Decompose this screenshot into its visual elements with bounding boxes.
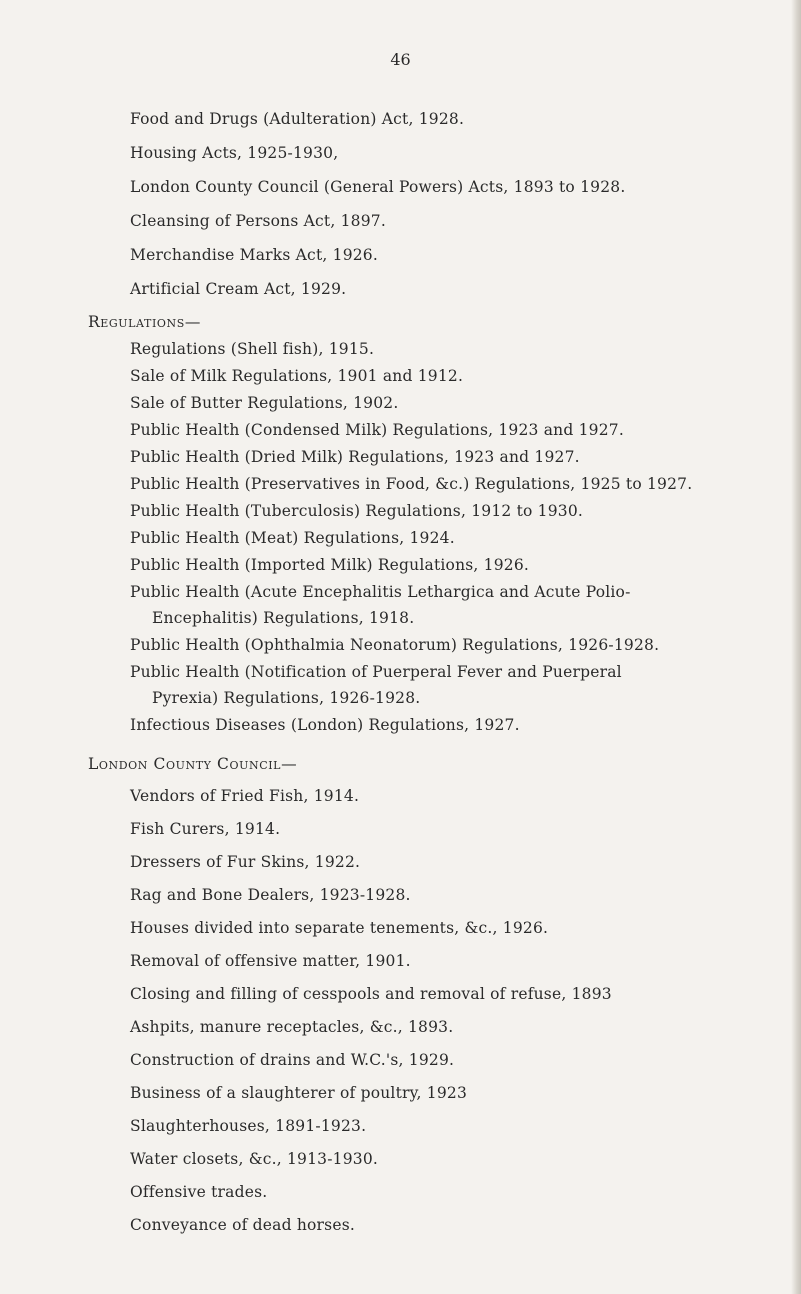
regulation-item: Sale of Butter Regulations, 1902.	[130, 394, 399, 412]
lcc-item: Water closets, &c., 1913-1930.	[130, 1150, 379, 1168]
regulation-item: Public Health (Acute Encephalitis Lethargica and Acute Polio-	[130, 583, 631, 601]
lcc-item: Ashpits, manure receptacles, &c., 1893.	[130, 1018, 454, 1036]
regulation-item: Public Health (Imported Milk) Regulations, 1926.	[130, 556, 530, 574]
page-number: 46	[390, 50, 411, 69]
regulation-item-continuation: Encephalitis) Regulations, 1918.	[152, 609, 415, 627]
page-edge-shadow	[791, 0, 801, 1294]
lcc-heading: London County Council—	[88, 755, 298, 773]
regulation-item: Public Health (Dried Milk) Regulations, 1923 and 1927.	[130, 448, 580, 466]
act-item: Housing Acts, 1925-1930,	[130, 144, 339, 162]
lcc-item: Offensive trades.	[130, 1183, 268, 1201]
lcc-item: Removal of offensive matter, 1901.	[130, 952, 411, 970]
regulation-item: Public Health (Ophthalmia Neonatorum) Regulations, 1926-1928.	[130, 636, 660, 654]
act-item: Food and Drugs (Adulteration) Act, 1928.	[130, 110, 465, 128]
regulation-item: Public Health (Meat) Regulations, 1924.	[130, 529, 455, 547]
lcc-item: Slaughterhouses, 1891-1923.	[130, 1117, 367, 1135]
act-item: London County Council (General Powers) Acts, 1893 to 1928.	[130, 178, 626, 196]
lcc-item: Conveyance of dead horses.	[130, 1216, 355, 1234]
lcc-item: Closing and filling of cesspools and removal of refuse, 1893	[130, 985, 612, 1003]
lcc-item: Fish Curers, 1914.	[130, 820, 281, 838]
regulation-item: Regulations (Shell fish), 1915.	[130, 340, 375, 358]
lcc-item: Construction of drains and W.C.'s, 1929.	[130, 1051, 455, 1069]
regulation-item: Public Health (Notification of Puerperal Fever and Puerperal	[130, 663, 622, 681]
lcc-item: Vendors of Fried Fish, 1914.	[130, 787, 360, 805]
regulations-heading: Regulations—	[88, 313, 201, 331]
act-item: Merchandise Marks Act, 1926.	[130, 246, 378, 264]
lcc-item: Business of a slaughterer of poultry, 1923	[130, 1084, 468, 1102]
regulation-item: Infectious Diseases (London) Regulations, 1927.	[130, 716, 520, 734]
regulation-item: Public Health (Preservatives in Food, &c.) Regulations, 1925 to 1927.	[130, 475, 693, 493]
act-item: Artificial Cream Act, 1929.	[130, 280, 347, 298]
lcc-item: Dressers of Fur Skins, 1922.	[130, 853, 361, 871]
regulation-item: Sale of Milk Regulations, 1901 and 1912.	[130, 367, 464, 385]
lcc-item: Houses divided into separate tenements, &c., 1926.	[130, 919, 549, 937]
lcc-item: Rag and Bone Dealers, 1923-1928.	[130, 886, 411, 904]
regulation-item: Public Health (Condensed Milk) Regulations, 1923 and 1927.	[130, 421, 624, 439]
regulation-item: Public Health (Tuberculosis) Regulations, 1912 to 1930.	[130, 502, 584, 520]
act-item: Cleansing of Persons Act, 1897.	[130, 212, 386, 230]
regulation-item-continuation: Pyrexia) Regulations, 1926-1928.	[152, 689, 421, 707]
